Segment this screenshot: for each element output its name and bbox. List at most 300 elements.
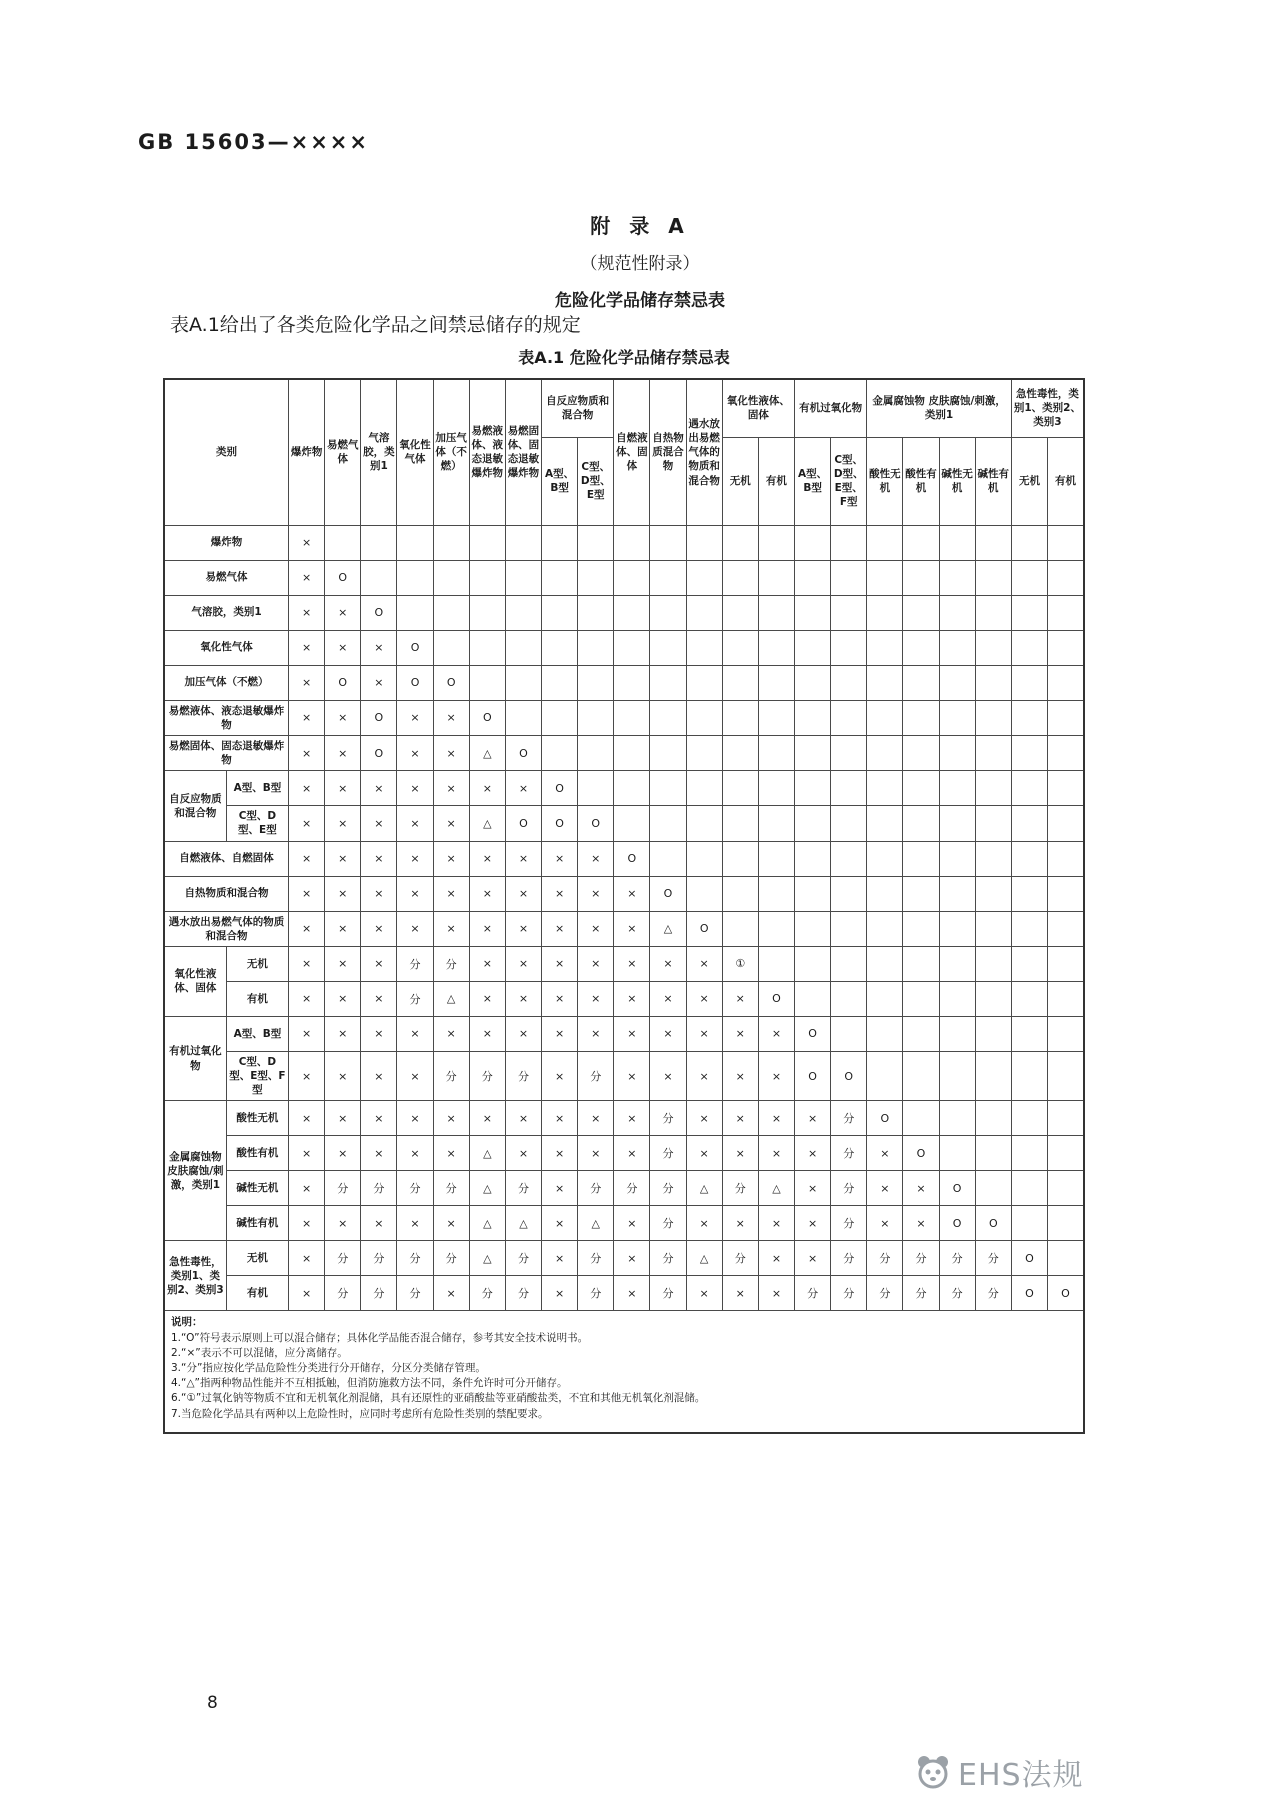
matrix-cell: × bbox=[361, 1016, 397, 1051]
matrix-cell: ① bbox=[722, 946, 758, 981]
matrix-cell: × bbox=[758, 1051, 794, 1101]
matrix-cell: × bbox=[686, 1136, 722, 1171]
matrix-cell bbox=[361, 560, 397, 595]
matrix-cell bbox=[758, 665, 794, 700]
matrix-cell bbox=[975, 981, 1011, 1016]
matrix-cell bbox=[903, 806, 939, 841]
column-header: 急性毒性，类别1、类别2、类别3 bbox=[1011, 379, 1084, 437]
matrix-cell bbox=[1011, 911, 1047, 946]
matrix-cell bbox=[903, 946, 939, 981]
matrix-cell bbox=[1011, 1136, 1047, 1171]
row-label: 遇水放出易燃气体的物质和混合物 bbox=[164, 911, 289, 946]
matrix-cell: × bbox=[397, 1016, 433, 1051]
matrix-cell bbox=[1011, 560, 1047, 595]
column-subheader: 碱性有机 bbox=[975, 437, 1011, 525]
matrix-cell bbox=[722, 911, 758, 946]
table-row bbox=[164, 771, 1084, 806]
matrix-cell: × bbox=[433, 1206, 469, 1241]
table-row bbox=[164, 1241, 1084, 1276]
matrix-cell bbox=[1048, 560, 1084, 595]
row-label: 易燃气体 bbox=[164, 560, 289, 595]
matrix-cell bbox=[903, 595, 939, 630]
table-row bbox=[164, 1206, 1084, 1241]
matrix-cell bbox=[795, 525, 831, 560]
matrix-cell: × bbox=[397, 1051, 433, 1101]
matrix-cell bbox=[867, 630, 903, 665]
matrix-cell bbox=[831, 841, 867, 876]
matrix-cell: × bbox=[361, 981, 397, 1016]
matrix-cell bbox=[1011, 735, 1047, 770]
matrix-cell: × bbox=[903, 1171, 939, 1206]
matrix-cell bbox=[975, 700, 1011, 735]
matrix-cell: × bbox=[542, 981, 578, 1016]
table-row bbox=[164, 525, 1084, 560]
matrix-cell: × bbox=[578, 876, 614, 911]
matrix-cell: 分 bbox=[505, 1276, 541, 1311]
matrix-cell: O bbox=[650, 876, 686, 911]
appendix-name: 危险化学品储存禁忌表 bbox=[555, 291, 725, 311]
matrix-cell: × bbox=[469, 771, 505, 806]
matrix-cell: × bbox=[325, 1101, 361, 1136]
matrix-cell: × bbox=[614, 1241, 650, 1276]
table-row bbox=[164, 806, 1084, 841]
matrix-cell: × bbox=[758, 1101, 794, 1136]
matrix-cell: O bbox=[758, 981, 794, 1016]
matrix-cell: O bbox=[361, 700, 397, 735]
matrix-cell bbox=[650, 630, 686, 665]
matrix-cell: 分 bbox=[433, 1171, 469, 1206]
matrix-cell: O bbox=[686, 911, 722, 946]
matrix-cell bbox=[686, 595, 722, 630]
matrix-cell bbox=[758, 911, 794, 946]
matrix-cell: × bbox=[542, 1101, 578, 1136]
matrix-cell: × bbox=[614, 1101, 650, 1136]
matrix-cell bbox=[975, 630, 1011, 665]
matrix-cell bbox=[939, 981, 975, 1016]
table-row bbox=[164, 700, 1084, 735]
matrix-cell bbox=[505, 560, 541, 595]
matrix-cell: × bbox=[469, 1101, 505, 1136]
matrix-cell bbox=[975, 735, 1011, 770]
column-header: 易燃液体、液态退敏爆炸物 bbox=[469, 379, 505, 525]
matrix-cell: O bbox=[903, 1136, 939, 1171]
table-row bbox=[164, 911, 1084, 946]
matrix-cell bbox=[722, 595, 758, 630]
matrix-cell bbox=[505, 595, 541, 630]
table-row bbox=[164, 876, 1084, 911]
matrix-cell bbox=[795, 630, 831, 665]
matrix-cell: × bbox=[289, 1276, 325, 1311]
intro-paragraph: 表A.1给出了各类危险化学品之间禁忌储存的规定 bbox=[170, 314, 581, 336]
matrix-cell bbox=[831, 735, 867, 770]
matrix-cell: × bbox=[433, 876, 469, 911]
matrix-cell bbox=[975, 806, 1011, 841]
matrix-cell bbox=[758, 876, 794, 911]
matrix-cell bbox=[831, 1016, 867, 1051]
matrix-cell: 分 bbox=[433, 1051, 469, 1101]
column-header: 气溶胶，类别1 bbox=[361, 379, 397, 525]
matrix-cell bbox=[1048, 1051, 1084, 1101]
matrix-cell: O bbox=[939, 1206, 975, 1241]
matrix-cell: O bbox=[578, 806, 614, 841]
row-label: 酸性有机 bbox=[226, 1136, 288, 1171]
table-row bbox=[164, 665, 1084, 700]
matrix-cell: × bbox=[795, 1136, 831, 1171]
appendix-title: 附 录 A bbox=[590, 214, 690, 238]
matrix-cell: × bbox=[650, 946, 686, 981]
matrix-cell: × bbox=[361, 911, 397, 946]
matrix-cell bbox=[795, 946, 831, 981]
matrix-cell bbox=[686, 806, 722, 841]
matrix-cell bbox=[1011, 595, 1047, 630]
column-subheader: 有机 bbox=[758, 437, 794, 525]
matrix-cell bbox=[469, 525, 505, 560]
matrix-cell bbox=[758, 630, 794, 665]
appendix-title-block bbox=[0, 210, 1280, 311]
matrix-cell bbox=[1011, 630, 1047, 665]
matrix-cell: × bbox=[397, 911, 433, 946]
matrix-cell: 分 bbox=[831, 1206, 867, 1241]
matrix-cell bbox=[433, 595, 469, 630]
table-row bbox=[164, 1101, 1084, 1136]
matrix-cell bbox=[939, 560, 975, 595]
matrix-cell bbox=[1011, 876, 1047, 911]
matrix-cell bbox=[1011, 806, 1047, 841]
matrix-cell bbox=[795, 700, 831, 735]
matrix-cell bbox=[578, 560, 614, 595]
row-label: 易燃液体、液态退敏爆炸物 bbox=[164, 700, 289, 735]
column-header: 爆炸物 bbox=[289, 379, 325, 525]
matrix-cell: × bbox=[505, 1101, 541, 1136]
column-header: 氧化性气体 bbox=[397, 379, 433, 525]
matrix-cell bbox=[1048, 946, 1084, 981]
matrix-cell: × bbox=[289, 911, 325, 946]
matrix-cell bbox=[686, 700, 722, 735]
matrix-cell: × bbox=[325, 771, 361, 806]
table-row bbox=[164, 1171, 1084, 1206]
matrix-cell: × bbox=[578, 1136, 614, 1171]
matrix-cell: 分 bbox=[650, 1206, 686, 1241]
matrix-cell: × bbox=[325, 946, 361, 981]
matrix-cell: × bbox=[578, 981, 614, 1016]
matrix-cell: 分 bbox=[397, 1276, 433, 1311]
matrix-cell bbox=[1011, 771, 1047, 806]
column-subheader: 无机 bbox=[1011, 437, 1047, 525]
matrix-cell: 分 bbox=[469, 1051, 505, 1101]
row-label: 碱性有机 bbox=[226, 1206, 288, 1241]
matrix-cell bbox=[831, 771, 867, 806]
matrix-cell: △ bbox=[686, 1241, 722, 1276]
column-subheader: A型、B型 bbox=[542, 437, 578, 525]
table-row bbox=[164, 1051, 1084, 1101]
matrix-cell bbox=[939, 735, 975, 770]
matrix-cell: × bbox=[758, 1206, 794, 1241]
column-header: 加压气体（不燃） bbox=[433, 379, 469, 525]
matrix-cell bbox=[542, 595, 578, 630]
matrix-cell: 分 bbox=[831, 1241, 867, 1276]
matrix-cell: O bbox=[397, 665, 433, 700]
matrix-cell: × bbox=[469, 946, 505, 981]
matrix-cell bbox=[722, 876, 758, 911]
matrix-cell: × bbox=[433, 1101, 469, 1136]
matrix-cell bbox=[614, 525, 650, 560]
matrix-cell: × bbox=[289, 700, 325, 735]
matrix-cell: × bbox=[325, 630, 361, 665]
matrix-cell: × bbox=[542, 1016, 578, 1051]
matrix-cell bbox=[542, 665, 578, 700]
matrix-cell bbox=[795, 735, 831, 770]
matrix-cell: × bbox=[614, 1276, 650, 1311]
matrix-cell bbox=[722, 560, 758, 595]
matrix-cell bbox=[505, 630, 541, 665]
table-wrapper bbox=[163, 378, 1085, 1434]
table-row bbox=[164, 560, 1084, 595]
matrix-cell bbox=[1048, 630, 1084, 665]
matrix-cell: × bbox=[722, 1051, 758, 1101]
matrix-cell: O bbox=[542, 806, 578, 841]
matrix-cell: × bbox=[650, 981, 686, 1016]
matrix-cell bbox=[939, 771, 975, 806]
matrix-cell: 分 bbox=[397, 1241, 433, 1276]
matrix-cell: × bbox=[614, 876, 650, 911]
matrix-cell: O bbox=[325, 560, 361, 595]
table-row bbox=[164, 981, 1084, 1016]
matrix-cell bbox=[795, 665, 831, 700]
matrix-cell bbox=[795, 771, 831, 806]
matrix-cell: × bbox=[722, 981, 758, 1016]
matrix-cell: × bbox=[542, 876, 578, 911]
matrix-cell: 分 bbox=[650, 1276, 686, 1311]
matrix-cell: × bbox=[289, 806, 325, 841]
matrix-cell: × bbox=[867, 1136, 903, 1171]
matrix-cell bbox=[361, 525, 397, 560]
matrix-cell: × bbox=[505, 981, 541, 1016]
table-row bbox=[164, 595, 1084, 630]
matrix-cell bbox=[1048, 1241, 1084, 1276]
matrix-cell bbox=[1048, 1206, 1084, 1241]
column-header: 氧化性液体、固体 bbox=[722, 379, 794, 437]
table-row bbox=[164, 841, 1084, 876]
matrix-cell bbox=[903, 525, 939, 560]
matrix-cell bbox=[867, 595, 903, 630]
matrix-cell bbox=[686, 630, 722, 665]
matrix-cell: × bbox=[289, 771, 325, 806]
matrix-cell bbox=[614, 806, 650, 841]
matrix-cell: × bbox=[433, 841, 469, 876]
matrix-cell: O bbox=[1048, 1276, 1084, 1311]
matrix-cell: △ bbox=[469, 735, 505, 770]
matrix-cell bbox=[505, 700, 541, 735]
matrix-cell bbox=[686, 841, 722, 876]
matrix-cell: × bbox=[289, 1136, 325, 1171]
row-group-label: 急性毒性，类别1、类别2、类别3 bbox=[164, 1241, 226, 1311]
matrix-cell: × bbox=[325, 1016, 361, 1051]
matrix-cell: × bbox=[325, 1136, 361, 1171]
matrix-cell: × bbox=[722, 1016, 758, 1051]
matrix-cell bbox=[758, 771, 794, 806]
matrix-cell: × bbox=[397, 700, 433, 735]
matrix-cell: O bbox=[975, 1206, 1011, 1241]
matrix-cell bbox=[1048, 1101, 1084, 1136]
matrix-cell: O bbox=[469, 700, 505, 735]
matrix-cell bbox=[1048, 700, 1084, 735]
column-subheader: 无机 bbox=[722, 437, 758, 525]
matrix-cell bbox=[975, 1171, 1011, 1206]
matrix-cell: × bbox=[469, 1016, 505, 1051]
matrix-cell bbox=[903, 1101, 939, 1136]
column-header: 自热物质混合物 bbox=[650, 379, 686, 525]
table-row bbox=[164, 946, 1084, 981]
matrix-cell bbox=[903, 981, 939, 1016]
matrix-cell: × bbox=[505, 946, 541, 981]
table-row bbox=[164, 1276, 1084, 1311]
row-label: 酸性无机 bbox=[226, 1101, 288, 1136]
matrix-cell: 分 bbox=[469, 1276, 505, 1311]
matrix-cell bbox=[867, 981, 903, 1016]
matrix-cell: × bbox=[795, 1171, 831, 1206]
matrix-cell: △ bbox=[650, 911, 686, 946]
matrix-cell bbox=[686, 771, 722, 806]
matrix-cell bbox=[867, 560, 903, 595]
matrix-cell: × bbox=[433, 806, 469, 841]
matrix-cell bbox=[975, 771, 1011, 806]
row-label: 自热物质和混合物 bbox=[164, 876, 289, 911]
column-subheader: 酸性无机 bbox=[867, 437, 903, 525]
matrix-cell bbox=[867, 1051, 903, 1101]
matrix-cell bbox=[614, 735, 650, 770]
matrix-cell: 分 bbox=[722, 1171, 758, 1206]
matrix-cell bbox=[758, 595, 794, 630]
matrix-cell: × bbox=[361, 771, 397, 806]
matrix-cell bbox=[939, 595, 975, 630]
matrix-cell: × bbox=[903, 1206, 939, 1241]
matrix-cell: × bbox=[433, 911, 469, 946]
matrix-cell: × bbox=[397, 1136, 433, 1171]
matrix-cell bbox=[542, 700, 578, 735]
matrix-cell: 分 bbox=[831, 1136, 867, 1171]
column-subheader: 酸性有机 bbox=[903, 437, 939, 525]
matrix-cell: × bbox=[397, 1206, 433, 1241]
matrix-cell: × bbox=[578, 946, 614, 981]
matrix-cell: × bbox=[542, 1241, 578, 1276]
matrix-cell: 分 bbox=[831, 1171, 867, 1206]
matrix-cell: × bbox=[758, 1276, 794, 1311]
matrix-cell bbox=[686, 525, 722, 560]
matrix-cell: 分 bbox=[903, 1276, 939, 1311]
matrix-cell bbox=[578, 630, 614, 665]
matrix-cell: × bbox=[686, 1101, 722, 1136]
matrix-cell: 分 bbox=[397, 981, 433, 1016]
matrix-cell: △ bbox=[469, 1136, 505, 1171]
matrix-cell bbox=[614, 560, 650, 595]
matrix-cell bbox=[542, 525, 578, 560]
matrix-cell bbox=[975, 876, 1011, 911]
matrix-cell bbox=[758, 525, 794, 560]
matrix-cell bbox=[903, 630, 939, 665]
matrix-cell: 分 bbox=[650, 1171, 686, 1206]
storage-prohibition-table bbox=[163, 378, 1085, 1434]
matrix-cell bbox=[758, 806, 794, 841]
matrix-cell: O bbox=[325, 665, 361, 700]
matrix-cell bbox=[1048, 806, 1084, 841]
matrix-cell bbox=[722, 665, 758, 700]
matrix-cell bbox=[975, 1101, 1011, 1136]
matrix-cell: × bbox=[433, 1136, 469, 1171]
column-header: 有机过氧化物 bbox=[795, 379, 867, 437]
matrix-cell: × bbox=[722, 1136, 758, 1171]
matrix-cell bbox=[433, 560, 469, 595]
matrix-cell: O bbox=[542, 771, 578, 806]
corner-header: 类别 bbox=[164, 379, 289, 525]
matrix-cell: × bbox=[361, 806, 397, 841]
table-notes bbox=[164, 1311, 1084, 1433]
matrix-cell: × bbox=[289, 946, 325, 981]
matrix-cell: × bbox=[650, 1016, 686, 1051]
row-group-label: 金属腐蚀物 皮肤腐蚀/刺激，类别1 bbox=[164, 1101, 226, 1241]
matrix-cell: △ bbox=[433, 981, 469, 1016]
matrix-cell bbox=[469, 665, 505, 700]
matrix-cell: 分 bbox=[831, 1276, 867, 1311]
column-subheader: 碱性无机 bbox=[939, 437, 975, 525]
matrix-cell: O bbox=[795, 1016, 831, 1051]
matrix-cell bbox=[650, 806, 686, 841]
matrix-cell bbox=[578, 525, 614, 560]
matrix-cell: × bbox=[289, 1101, 325, 1136]
matrix-cell: 分 bbox=[831, 1101, 867, 1136]
matrix-cell: 分 bbox=[433, 1241, 469, 1276]
note-line: 6.“①”过氧化钠等物质不宜和无机氧化剂混储，具有还原性的亚硝酸盐等亚硝酸盐类，不宜和其他无机氧化剂混储。 bbox=[171, 1392, 706, 1405]
matrix-cell: 分 bbox=[361, 1241, 397, 1276]
matrix-cell: × bbox=[289, 1016, 325, 1051]
matrix-cell bbox=[1048, 1016, 1084, 1051]
matrix-cell bbox=[614, 595, 650, 630]
matrix-cell bbox=[939, 841, 975, 876]
matrix-cell bbox=[867, 700, 903, 735]
matrix-cell bbox=[867, 946, 903, 981]
matrix-cell bbox=[1048, 841, 1084, 876]
matrix-cell bbox=[542, 630, 578, 665]
matrix-cell bbox=[686, 560, 722, 595]
matrix-cell: × bbox=[578, 841, 614, 876]
matrix-cell: 分 bbox=[361, 1276, 397, 1311]
matrix-cell: × bbox=[542, 911, 578, 946]
matrix-cell bbox=[686, 735, 722, 770]
matrix-cell bbox=[1048, 876, 1084, 911]
matrix-cell bbox=[867, 525, 903, 560]
matrix-cell: O bbox=[1011, 1276, 1047, 1311]
matrix-cell bbox=[975, 525, 1011, 560]
matrix-cell: 分 bbox=[650, 1101, 686, 1136]
matrix-cell: × bbox=[795, 1206, 831, 1241]
row-label: 爆炸物 bbox=[164, 525, 289, 560]
matrix-cell bbox=[758, 946, 794, 981]
matrix-cell: × bbox=[289, 981, 325, 1016]
matrix-cell: 分 bbox=[325, 1276, 361, 1311]
matrix-cell: × bbox=[578, 1016, 614, 1051]
matrix-cell bbox=[397, 595, 433, 630]
matrix-cell bbox=[758, 841, 794, 876]
matrix-cell: × bbox=[325, 735, 361, 770]
matrix-cell: × bbox=[361, 630, 397, 665]
matrix-cell: × bbox=[505, 771, 541, 806]
matrix-cell: △ bbox=[469, 1206, 505, 1241]
matrix-cell: × bbox=[542, 1051, 578, 1101]
matrix-cell bbox=[1048, 525, 1084, 560]
matrix-cell: × bbox=[361, 946, 397, 981]
matrix-cell: 分 bbox=[397, 1171, 433, 1206]
matrix-cell bbox=[831, 981, 867, 1016]
matrix-cell bbox=[831, 911, 867, 946]
